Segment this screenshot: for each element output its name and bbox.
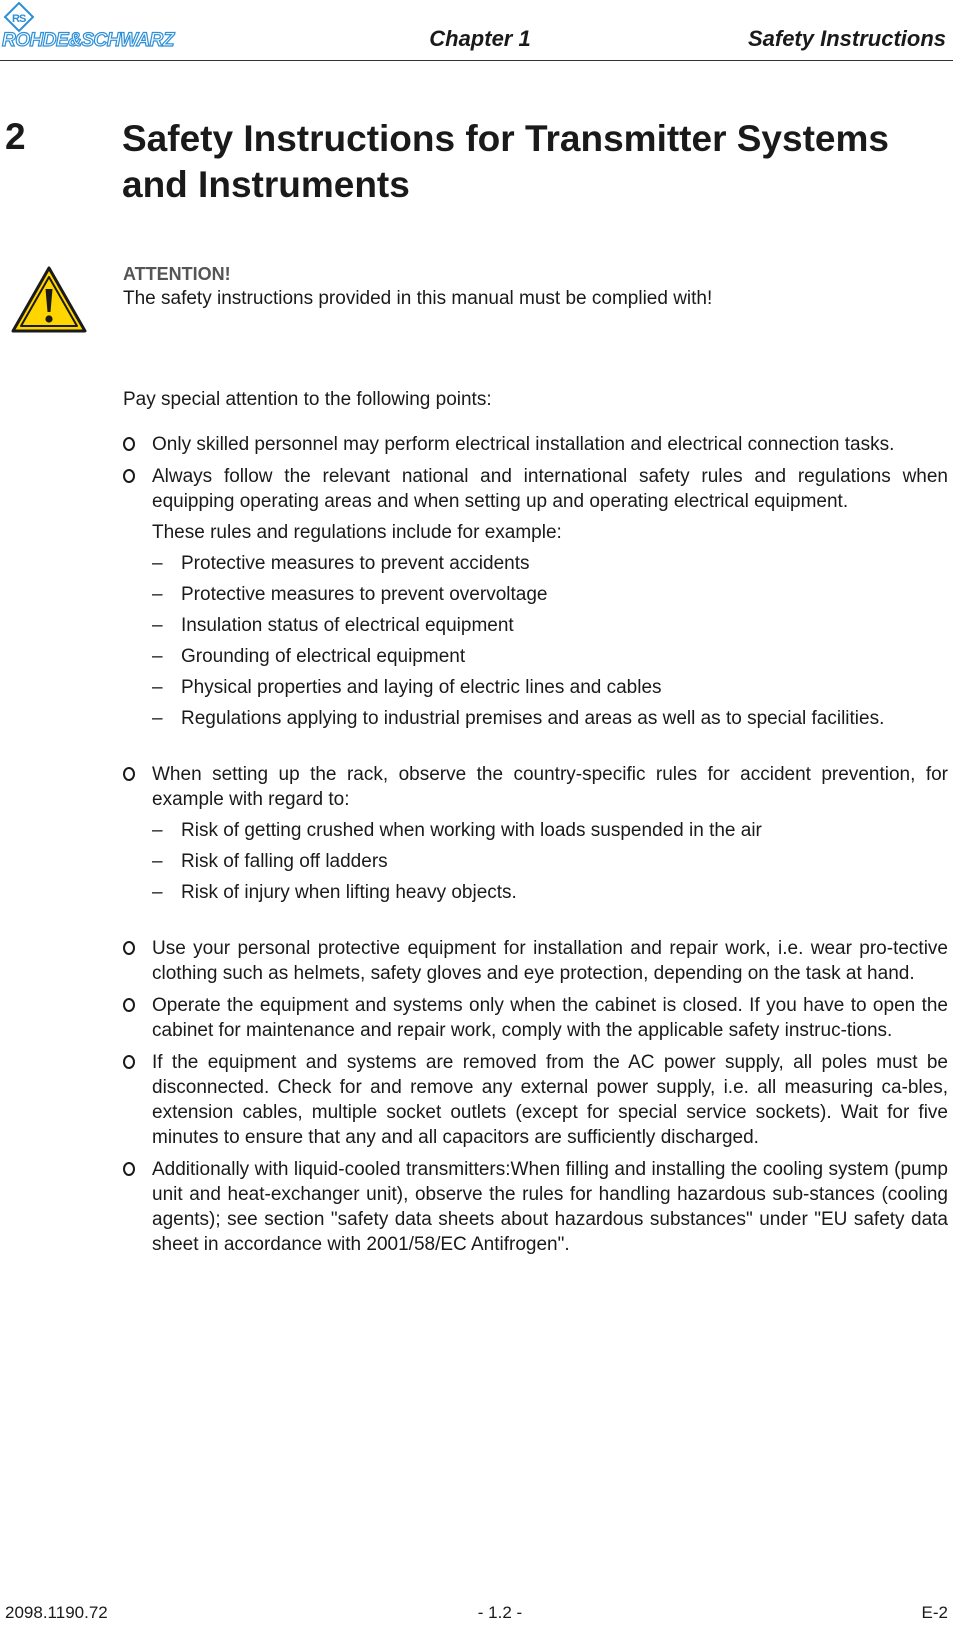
svg-text:S: S [19, 13, 27, 25]
page-header [0, 0, 953, 62]
list-item-text: Risk of getting crushed when working with loads suspended in the air [181, 820, 762, 841]
list-item-text: Protective measures to prevent overvoltage [181, 584, 548, 605]
dash-marker: – [152, 708, 163, 729]
bullet-safety-rules [123, 464, 948, 731]
rohde-schwarz-logo [2, 2, 227, 50]
list-item-text: Regulations applying to industrial premises and areas as well as to special facilities. [181, 708, 885, 729]
bullet-circle-icon [123, 1162, 135, 1176]
list-item-text: Protective measures to prevent accidents [181, 553, 530, 574]
instructions-body [123, 387, 948, 1264]
list-item [152, 675, 948, 700]
dash-marker: – [152, 820, 163, 841]
footer-doc-number: 2098.1190.72 [5, 1603, 108, 1622]
list-item-text: Risk of injury when lifting heavy objects. [181, 882, 517, 903]
list-item [152, 818, 948, 843]
list-item [152, 551, 948, 576]
attention-label: ATTENTION! [123, 264, 231, 284]
bullet-text: Use your personal protective equipment for installation and repair work, i.e. wear pro-tective clothing such as helmets, safety gloves and eye protection, depending on the task at hand. [152, 938, 948, 984]
bullet-text: Always follow the relevant national and international safety rules and regulations when equipping operating areas and when setting up and operating electrical equipment. [152, 466, 948, 512]
bullet-text: Additionally with liquid-cooled transmitters:When filling and installing the cooling system (pump unit and heat-exchanger unit), observe the rules for handling hazardous sub-stances (cooling agents); see section "safety data sheets about hazardous substances" under "EU safety data sheet in accordance with 2001/58/EC Antifrogen". [152, 1159, 948, 1255]
list-item-text: Insulation status of electrical equipment [181, 615, 514, 636]
header-chapter: Chapter 1 [429, 26, 531, 51]
bullet-skilled-personnel [123, 432, 948, 457]
list-item-text: Physical properties and laying of electric lines and cables [181, 677, 662, 698]
logo-wordmark: ROHDE&SCHWARZ [2, 30, 174, 51]
intro-paragraph: Pay special attention to the following points: [123, 389, 492, 410]
header-rule [0, 60, 953, 61]
bullet-circle-icon [123, 1055, 135, 1069]
footer-page-number: - 1.2 - [477, 1603, 523, 1622]
bullet-text: When setting up the rack, observe the country-specific rules for accident prevention, for example with regard to: [152, 764, 948, 810]
bullet-ac-power [123, 1050, 948, 1150]
dash-marker: – [152, 553, 163, 574]
dash-marker: – [152, 882, 163, 903]
bullet-circle-icon [123, 469, 135, 483]
list-item [152, 706, 948, 731]
rack-risks-list [152, 818, 948, 905]
attention-text: The safety instructions provided in this manual must be complied with! [123, 288, 713, 309]
dash-marker: – [152, 677, 163, 698]
dash-marker: – [152, 851, 163, 872]
list-item [152, 613, 948, 638]
bullet-circle-icon [123, 941, 135, 955]
list-item [152, 849, 948, 874]
bullet-text: Operate the equipment and systems only when the cabinet is closed. If you have to open the cabinet for maintenance and repair work, comply with the applicable safety instruc-tions. [152, 995, 948, 1041]
list-item [152, 644, 948, 669]
regulations-intro: These rules and regulations include for example: [152, 522, 562, 543]
bullet-circle-icon [123, 437, 135, 451]
bullet-text: If the equipment and systems are removed from the AC power supply, all poles must be disconnected. Check for and remove any external power supply, i.e. all measuring ca-bles, extension cables, multiple socket outlets (except for special service sockets). Wait for five minutes to ensure that any and all capacitors are sufficiently discharged. [152, 1052, 948, 1148]
list-item-text: Risk of falling off ladders [181, 851, 388, 872]
dash-marker: – [152, 615, 163, 636]
warning-triangle-icon [10, 265, 88, 335]
list-item [152, 582, 948, 607]
bullet-circle-icon [123, 998, 135, 1012]
list-item [152, 880, 948, 905]
header-section: Safety Instructions [747, 26, 946, 51]
bullet-text: Only skilled personnel may perform electrical installation and electrical connection tasks. [152, 434, 895, 455]
regulations-list [152, 551, 948, 731]
svg-text:R: R [12, 13, 20, 25]
bullet-rack-setup [123, 762, 948, 905]
bullet-liquid-cooled [123, 1157, 948, 1257]
dash-marker: – [152, 584, 163, 605]
section-title: Safety Instructions for Transmitter Systems and Instruments [122, 118, 889, 205]
footer-edition: E-2 [921, 1603, 948, 1622]
section-number: 2 [5, 116, 26, 157]
bullet-circle-icon [123, 767, 135, 781]
list-item-text: Grounding of electrical equipment [181, 646, 466, 667]
bullet-protective-equipment [123, 936, 948, 986]
dash-marker: – [152, 646, 163, 667]
bullet-cabinet-closed [123, 993, 948, 1043]
